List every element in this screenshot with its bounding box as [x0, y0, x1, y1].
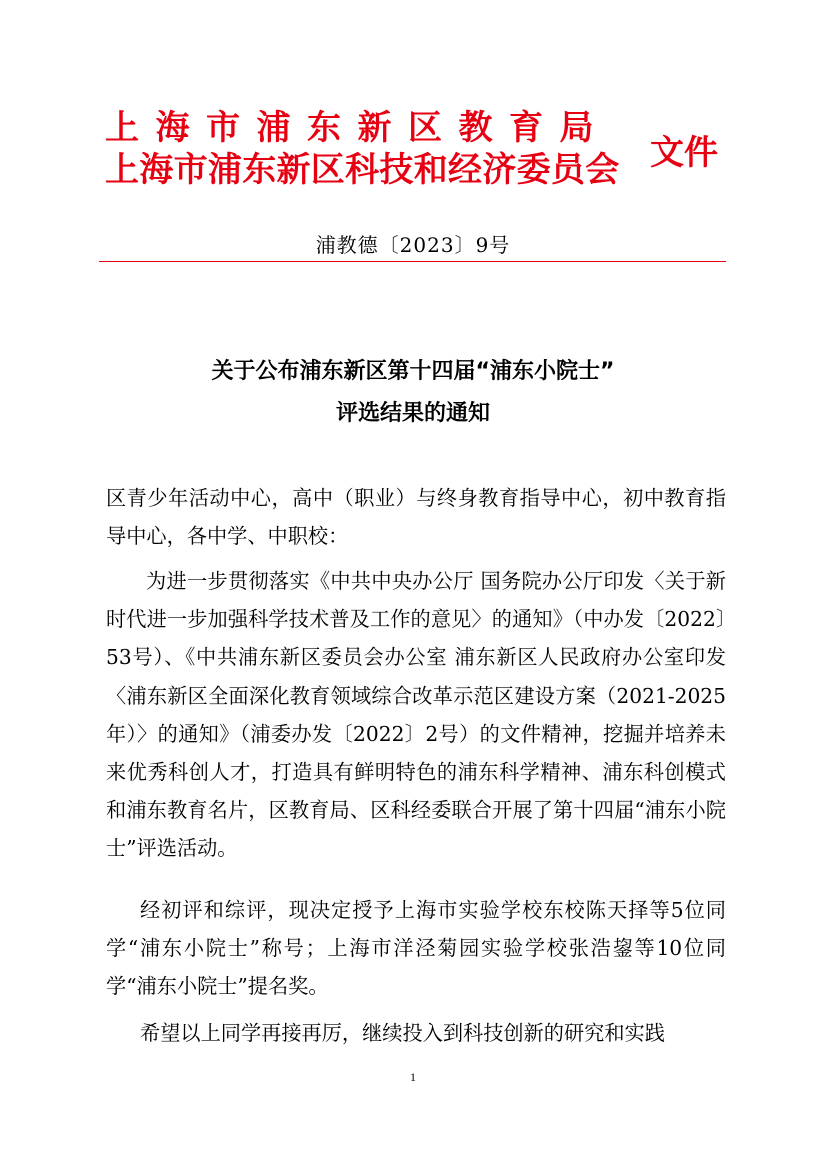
paragraph-2 — [106, 891, 726, 1006]
notice-title-line-2: 评选结果的通知 — [335, 401, 490, 426]
red-divider — [99, 261, 726, 262]
paragraph-2-text: 经初评和综评，现决定授予上海市实验学校东校陈天择等5位同学“浦东小院士”称号；上海市洋泾菊园实验学校张浩鋆等10位同学“浦东小院士”提名奖。 — [106, 898, 726, 999]
salutation-text: 区青少年活动中心，高中（职业）与终身教育指导中心，初中教育指导中心，各中学、中职校： — [106, 486, 726, 549]
document-number: 浦教德〔2023〕9号 — [315, 233, 511, 257]
paragraph-3 — [106, 1014, 726, 1052]
document-suffix: 文件 — [650, 133, 718, 173]
paragraph-3-text: 希望以上同学再接再厉，继续投入到科技创新的研究和实践 — [140, 1021, 665, 1045]
salutation — [106, 479, 726, 555]
issuer-line-2: 上海市浦东新区科技和经济委员会 — [105, 150, 620, 190]
notice-title-line-1: 关于公布浦东新区第十四届“浦东小院士” — [211, 359, 615, 384]
issuer-line-1: 上海市浦东新区教育局 — [105, 108, 610, 148]
page-number: 1 — [410, 1070, 416, 1084]
paragraph-1 — [106, 562, 726, 868]
paragraph-1-text: 为进一步贯彻落实《中共中央办公厅 国务院办公厅印发〈关于新时代进一步加强科学技术普及工作的意见〉的通知》（中办发〔2022〕53号）、《中共浦东新区委员会办公室 浦东新区人民政府办公室印发〈浦东新区全面深化教育领域综合改革示范区建设方案（2021-2025年）〉的通知》（浦委办发〔2022〕2号）的文件精神，挖掘并培养未来优秀科创人才，打造具有鲜明特色的浦东科学精神、浦东科创模式和浦东教育名片，区教育局、区科经委联合开展了第十四届“浦东小院士”评选活动。 — [106, 569, 726, 861]
